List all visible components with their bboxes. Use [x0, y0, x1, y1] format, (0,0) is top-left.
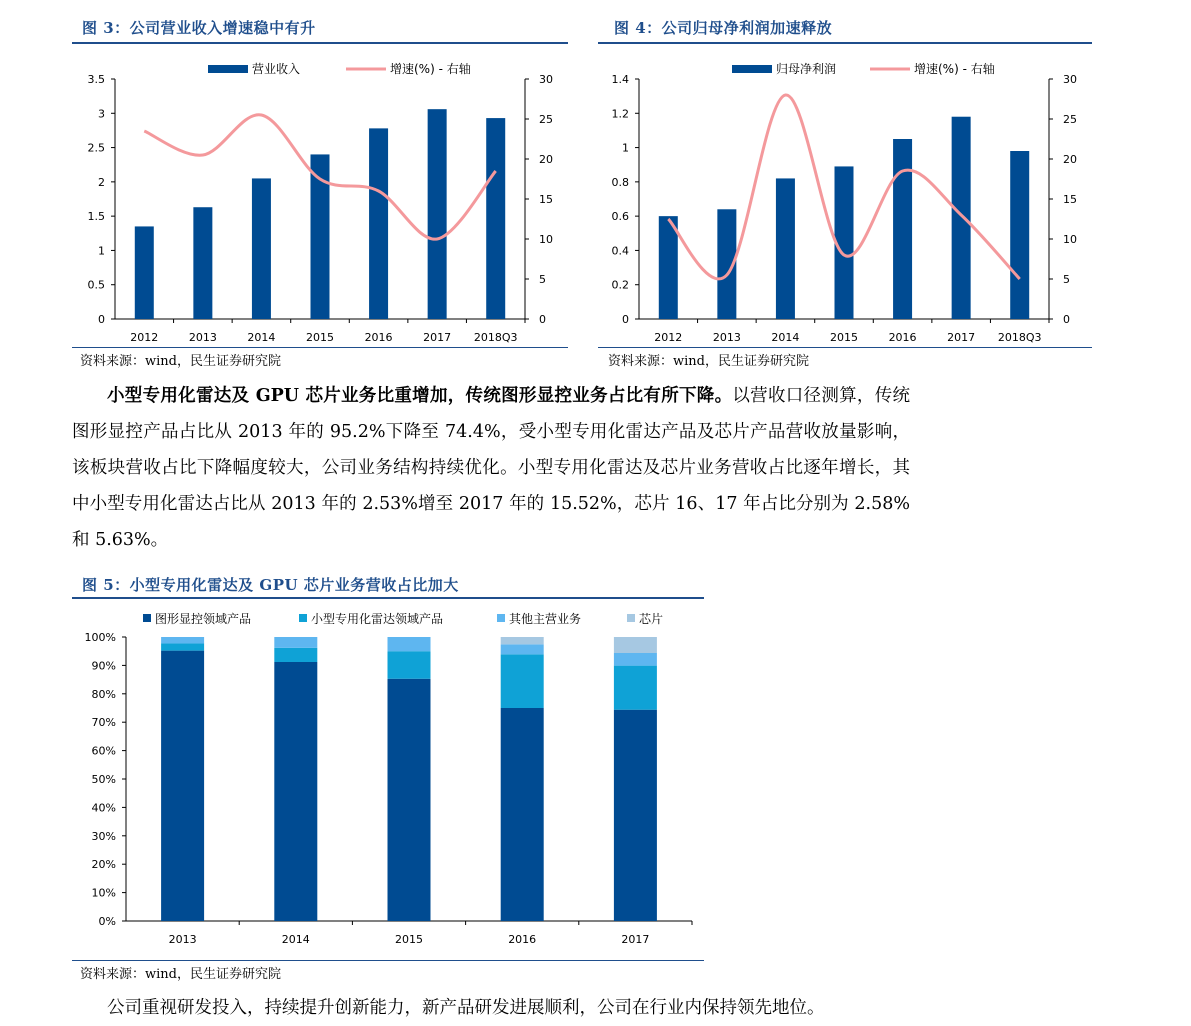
fig3-xtick-label: 2018Q3 — [473, 331, 518, 344]
fig5-ytick-label: 80% — [91, 687, 116, 701]
fig5-ytick-label: 40% — [91, 801, 116, 815]
fig5-legend-label: 芯片 — [639, 612, 664, 626]
fig4-y2tick-label: 20 — [1063, 153, 1077, 166]
fig4-bar — [776, 178, 795, 319]
fig3-xtick-label: 2016 — [364, 331, 393, 344]
trailing-text: 公司重视研发投入，持续提升创新能力，新产品研发进展顺利，公司在行业内保持领先地位。 — [107, 998, 825, 1018]
fig5-xtick-label: 2014 — [281, 933, 310, 946]
fig3-ytick-label: 1.5 — [87, 210, 105, 224]
fig4-legend-bar-swatch — [732, 65, 772, 73]
fig4-bar — [952, 117, 971, 319]
fig3-y2tick-label: 5 — [539, 273, 546, 286]
fig3-y2tick-label: 10 — [539, 233, 553, 246]
fig4-xtick-label: 2015 — [830, 331, 858, 344]
fig3-xtick-label: 2012 — [130, 331, 159, 344]
fig4-bar — [659, 216, 678, 319]
fig5-segment — [274, 637, 317, 648]
fig5-ytick-label: 60% — [91, 744, 116, 758]
fig5-legend-swatch — [627, 614, 635, 622]
fig5-segment — [274, 648, 317, 662]
fig5-ytick-label: 30% — [91, 829, 116, 843]
fig4-ytick-label: 0.6 — [611, 210, 629, 224]
fig4-ytick-label: 0.2 — [611, 278, 629, 292]
fig3-ytick-label: 0 — [98, 313, 105, 326]
fig4-xtick-label: 2016 — [888, 331, 917, 344]
fig5-legend-label: 其他主营业务 — [509, 612, 582, 626]
fig4-bar — [893, 139, 912, 319]
fig3-ytick-label: 1 — [98, 244, 105, 258]
fig3-ytick-label: 2.5 — [87, 141, 105, 155]
fig4-xtick-label: 2012 — [654, 331, 683, 344]
fig5-segment — [274, 662, 317, 921]
fig5-segment — [388, 637, 431, 651]
fig5-segment — [161, 651, 204, 921]
fig5-segment — [501, 644, 544, 654]
fig5-ytick-label: 70% — [91, 716, 116, 730]
fig5-ytick-label: 10% — [91, 886, 116, 900]
fig3-legend-bar-label: 营业收入 — [252, 62, 301, 76]
fig3-legend-line-label: 增速(%) - 右轴 — [390, 62, 471, 76]
fig3-bottom-rule — [72, 347, 568, 348]
fig3-ytick-label: 3 — [98, 107, 105, 121]
fig5-segment — [388, 679, 431, 921]
fig3-bar — [486, 118, 505, 319]
fig5-segment — [501, 654, 544, 708]
fig5-bottom-rule — [72, 960, 704, 961]
fig3-bar — [252, 178, 271, 319]
fig3-y2tick-label: 0 — [539, 313, 546, 326]
fig4-y2tick-label: 0 — [1063, 313, 1070, 326]
fig4-xtick-label: 2013 — [712, 331, 741, 344]
fig4-legend-line-label: 增速(%) - 右轴 — [914, 62, 995, 76]
fig4-chart — [594, 55, 1094, 345]
fig5-segment — [161, 643, 204, 650]
fig3-chart — [70, 55, 570, 345]
trailing-text-cutoff — [72, 990, 910, 1018]
fig4-ytick-label: 0.8 — [611, 175, 629, 189]
fig4-title: 图 4：公司归母净利润加速释放 — [614, 19, 833, 37]
fig3-y2tick-label: 20 — [539, 153, 553, 166]
paragraph-bold-lead: 小型专用化雷达及 GPU 芯片业务比重增加，传统图形显控业务占比有所下降。 — [107, 386, 733, 406]
fig4-ytick-label: 0 — [622, 313, 629, 326]
fig3-xtick-label: 2017 — [423, 331, 452, 344]
fig5-segment — [388, 651, 431, 679]
fig3-source: 资料来源：wind，民生证券研究院 — [80, 354, 281, 369]
fig5-legend-swatch — [143, 614, 151, 622]
fig5-source: 资料来源：wind，民生证券研究院 — [80, 967, 281, 982]
fig3-ytick-label: 3.5 — [87, 73, 105, 86]
fig4-ytick-label: 1.4 — [611, 73, 629, 86]
fig4-y2tick-label: 15 — [1063, 193, 1077, 206]
fig4-y2tick-label: 30 — [1063, 73, 1077, 86]
fig5-segment — [614, 637, 657, 653]
fig5-chart — [70, 602, 710, 957]
fig5-legend-swatch — [497, 614, 505, 622]
fig4-legend-bar-label: 归母净利润 — [776, 62, 837, 76]
fig5-ytick-label: 0% — [98, 915, 116, 928]
fig4-xtick-label: 2017 — [947, 331, 976, 344]
fig4-ytick-label: 0.4 — [611, 244, 629, 258]
fig4-top-rule — [598, 42, 1092, 44]
fig4-y2tick-label: 25 — [1063, 113, 1077, 126]
fig4-xtick-label: 2014 — [771, 331, 800, 344]
fig4-source: 资料来源：wind，民生证券研究院 — [608, 354, 809, 369]
fig5-ytick-label: 50% — [91, 773, 116, 786]
fig4-bottom-rule — [598, 347, 1092, 348]
fig3-xtick-label: 2013 — [188, 331, 217, 344]
fig5-segment — [501, 708, 544, 921]
fig4-y2tick-label: 10 — [1063, 233, 1077, 246]
paragraph-body: 以营收口径测算，传统图形显控产品占比从 2013 年的 95.2%下降至 74.4%，受小型专用化雷达产品及芯片产品营收放量影响，该板块营收占比下降幅度较大，公司业务结构持续优化。小型专用化雷达及芯片业务营收占比逐年增长，其中小型专用化雷达占比从 2013 年的 2.53%增至 2017 年的 15.52%，芯片 16、17 年占比分别为 2.58%和 5.63%。 — [72, 386, 910, 550]
fig5-ytick-label: 90% — [91, 659, 116, 673]
fig3-y2tick-label: 30 — [539, 73, 553, 86]
fig5-legend-label: 小型专用化雷达领域产品 — [311, 612, 444, 626]
fig5-legend-swatch — [299, 614, 307, 622]
fig5-xtick-label: 2015 — [395, 933, 423, 946]
fig3-bar — [369, 128, 388, 319]
fig5-xtick-label: 2016 — [508, 933, 537, 946]
fig5-segment — [614, 710, 657, 921]
fig3-xtick-label: 2014 — [247, 331, 276, 344]
fig3-ytick-label: 0.5 — [87, 278, 105, 292]
fig3-legend-bar-swatch — [208, 65, 248, 73]
fig5-segment — [161, 637, 204, 643]
fig3-xtick-label: 2015 — [306, 331, 334, 344]
fig5-ytick-label: 20% — [91, 858, 116, 872]
fig5-ytick-label: 100% — [84, 631, 116, 644]
fig5-title: 图 5：小型专用化雷达及 GPU 芯片业务营收占比加大 — [82, 576, 459, 594]
fig5-top-rule — [72, 597, 704, 599]
fig4-ytick-label: 1.2 — [611, 107, 629, 121]
fig3-bar — [193, 207, 212, 319]
fig5-xtick-label: 2013 — [168, 933, 197, 946]
fig4-bar — [1010, 151, 1029, 319]
fig4-y2tick-label: 5 — [1063, 273, 1070, 286]
fig3-bar — [428, 109, 447, 319]
fig3-top-rule — [72, 42, 568, 44]
fig4-ytick-label: 1 — [622, 141, 629, 155]
fig3-y2tick-label: 25 — [539, 113, 553, 126]
fig5-legend-label: 图形显控领域产品 — [155, 612, 252, 626]
fig3-y2tick-label: 15 — [539, 193, 553, 206]
fig5-segment — [501, 637, 544, 644]
fig5-xtick-label: 2017 — [621, 933, 650, 946]
fig3-title: 图 3：公司营业收入增速稳中有升 — [82, 19, 316, 37]
fig4-xtick-label: 2018Q3 — [997, 331, 1042, 344]
fig5-segment — [614, 666, 657, 710]
fig3-bar — [135, 226, 154, 319]
body-paragraph — [72, 378, 910, 558]
fig5-segment — [614, 653, 657, 666]
fig3-ytick-label: 2 — [98, 175, 105, 189]
